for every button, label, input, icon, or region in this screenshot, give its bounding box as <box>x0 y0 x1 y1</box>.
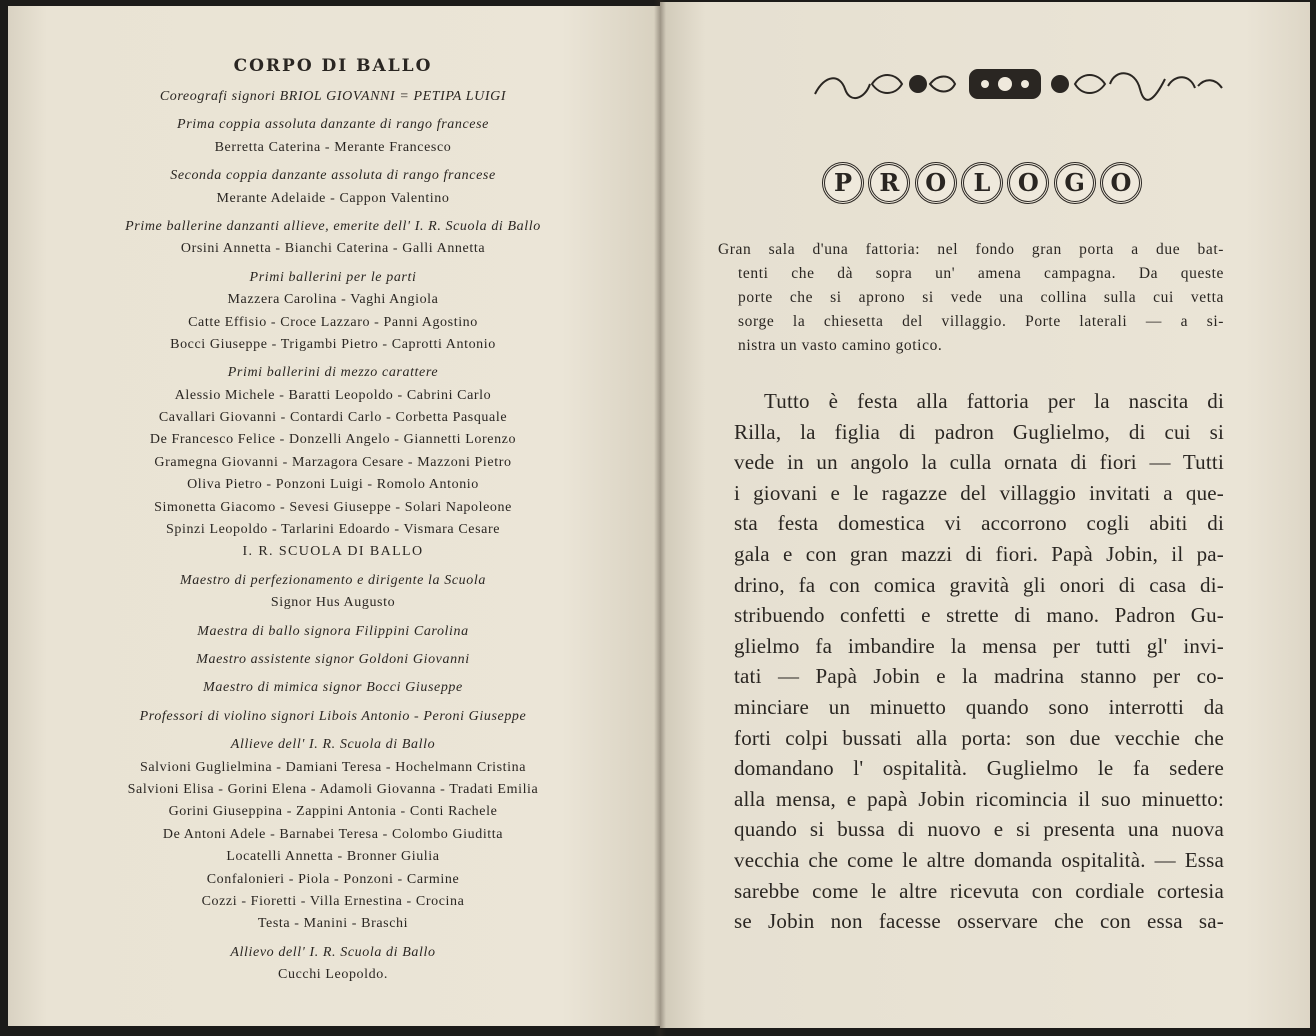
body-line: se Jobin non facesse osservare che con essa sa- <box>734 909 1224 934</box>
body-line: stribuendo confetti e strette di mano. Padron Gu- <box>734 603 1224 628</box>
body-line: tati — Papà Jobin e la madrina stanno per co- <box>734 664 1224 689</box>
cast-names-line: Alessio Michele - Baratti Leopoldo - Cabrini Carlo <box>174 387 492 403</box>
setting-line: nistra un vasto camino gotico. <box>738 337 943 354</box>
cast-names-line: Cucchi Leopoldo. <box>278 967 388 983</box>
left-page <box>8 6 660 1026</box>
role-line: Primi ballerini di mezzo carattere <box>227 365 439 381</box>
setting-line: porte che si aprono si vede una collina sulla cui vetta <box>738 289 1224 306</box>
prologue-body <box>734 386 1224 937</box>
cast-names-line: Berretta Caterina - Merante Francesco <box>214 139 452 155</box>
setting-line: sorge la chiesetta del villaggio. Porte laterali — a si- <box>738 313 1224 330</box>
heading-letter: O <box>1100 162 1142 204</box>
cast-names-line: Testa - Manini - Braschi <box>257 916 409 932</box>
book-gutter <box>654 0 666 1036</box>
role-line: Primi ballerini per le parti <box>249 269 417 285</box>
cast-names-line: Locatelli Annetta - Bronner Giulia <box>226 849 440 865</box>
cast-names-line: Simonetta Giacomo - Sevesi Giuseppe - Solari Napoleone <box>154 499 512 515</box>
cast-title: CORPO DI BALLO <box>233 56 433 76</box>
body-line: glielmo fa imbandire la mensa per tutti gl' invi- <box>734 633 1224 658</box>
cast-names-line: Confalonieri - Piola - Ponzoni - Carmine <box>206 871 460 887</box>
body-line: i giovani e le ragazze del villaggio invitati a que- <box>734 480 1224 505</box>
body-line: domandano l' ospitalità. Guglielmo le fa sedere <box>734 756 1224 781</box>
setting-line: Gran sala d'una fattoria: nel fondo gran porta a due bat- <box>718 241 1224 258</box>
cast-names-line: Cavallari Giovanni - Contardi Carlo - Corbetta Pasquale <box>158 410 508 426</box>
body-line: quando si bussa di nuovo e si presenta una nuova <box>734 817 1224 842</box>
body-line: Tutto è festa alla fattoria per la nascita di <box>764 389 1224 413</box>
heading-letter: P <box>822 162 864 204</box>
body-line: forti colpi bussati alla porta: son due vecchie che <box>734 725 1224 750</box>
body-line: drino, fa con comica gravità gli onori di casa di- <box>734 572 1224 597</box>
ornament-vignette-icon <box>810 64 1225 104</box>
heading-letter: G <box>1054 162 1096 204</box>
cast-names-line: Mazzera Carolina - Vaghi Angiola <box>227 292 439 308</box>
body-line: gala e con gran mazzi di fiori. Papà Jobin, il pa- <box>734 541 1224 566</box>
cast-names-line: Catte Effisio - Croce Lazzaro - Panni Agostino <box>188 314 478 330</box>
role-line: Seconda coppia danzante assoluta di rango francese <box>170 168 496 184</box>
heading-letter: L <box>961 162 1003 204</box>
role-line: Allieve dell' I. R. Scuola di Ballo <box>230 737 436 753</box>
cast-names-line: Salvioni Guglielmina - Damiani Teresa - Hochelmann Cristina <box>139 759 527 775</box>
prologo-heading <box>822 162 1142 204</box>
cast-lines <box>98 86 568 986</box>
role-line: Professori di violino signori Libois Antonio - Peroni Giuseppe <box>139 708 527 724</box>
heading-letter: R <box>868 162 910 204</box>
section-heading: I. R. SCUOLA DI BALLO <box>242 544 424 560</box>
body-line: Rilla, la figlia di padron Guglielmo, di cui si <box>734 419 1224 444</box>
cast-names-line: Bocci Giuseppe - Trigambi Pietro - Caprotti Antonio <box>170 336 496 352</box>
cast-names-line: De Antoni Adele - Barnabei Teresa - Colombo Giuditta <box>162 826 504 842</box>
role-line: Maestro di perfezionamento e dirigente la Scuola <box>180 572 486 588</box>
role-line: Prima coppia assoluta danzante di rango francese <box>177 117 489 133</box>
cast-names-line: De Francesco Felice - Donzelli Angelo - Giannetti Lorenzo <box>149 432 517 448</box>
cast-names-line: Signor Hus Augusto <box>270 595 396 611</box>
cast-names-line: Gramegna Giovanni - Marzagora Cesare - Mazzoni Pietro <box>154 454 512 470</box>
cast-names-line: Orsini Annetta - Bianchi Caterina - Galli Annetta <box>180 241 486 257</box>
role-line: Maestra di ballo signora Filippini Carolina <box>197 623 469 639</box>
role-line: Maestro assistente signor Goldoni Giovanni <box>196 651 470 667</box>
body-line: alla mensa, e papà Jobin ricomincia il suo minuetto: <box>734 786 1224 811</box>
cast-names-line: Gorini Giuseppina - Zappini Antonia - Conti Rachele <box>168 804 498 820</box>
setting-line: tenti che dà sopra un' amena campagna. Da queste <box>738 265 1224 282</box>
cast-list <box>98 56 568 986</box>
role-line: Coreografi signori BRIOL GIOVANNI = PETIPA LUIGI <box>159 89 507 104</box>
role-line: Allievo dell' I. R. Scuola di Ballo <box>230 944 436 960</box>
body-line: minciare un minuetto quando sono interrotti da <box>734 694 1224 719</box>
body-line: sarebbe come le altre ricevuta con cordiale cortesia <box>734 878 1224 903</box>
body-line: vecchia che come le altre domanda ospitalità. — Essa <box>734 847 1224 872</box>
body-line: sta festa domestica vi accorrono cogli abiti di <box>734 511 1224 536</box>
cast-names-line: Merante Adelaide - Cappon Valentino <box>216 190 450 206</box>
cast-names-line: Salvioni Elisa - Gorini Elena - Adamoli Giovanna - Tradati Emilia <box>127 781 539 797</box>
cast-names-line: Cozzi - Fioretti - Villa Ernestina - Crocina <box>201 893 465 909</box>
role-line: Prime ballerine danzanti allieve, emerite dell' I. R. Scuola di Ballo <box>125 218 541 234</box>
cast-names-line: Oliva Pietro - Ponzoni Luigi - Romolo Antonio <box>187 477 479 493</box>
right-page <box>660 2 1310 1028</box>
body-line: vede in un angolo la culla ornata di fiori — Tutti <box>734 450 1224 475</box>
stage-setting <box>718 238 1224 358</box>
role-line: Maestro di mimica signor Bocci Giuseppe <box>203 680 463 696</box>
heading-letter: O <box>915 162 957 204</box>
cast-names-line: Spinzi Leopoldo - Tarlarini Edoardo - Vismara Cesare <box>165 522 501 538</box>
heading-letter: O <box>1007 162 1049 204</box>
